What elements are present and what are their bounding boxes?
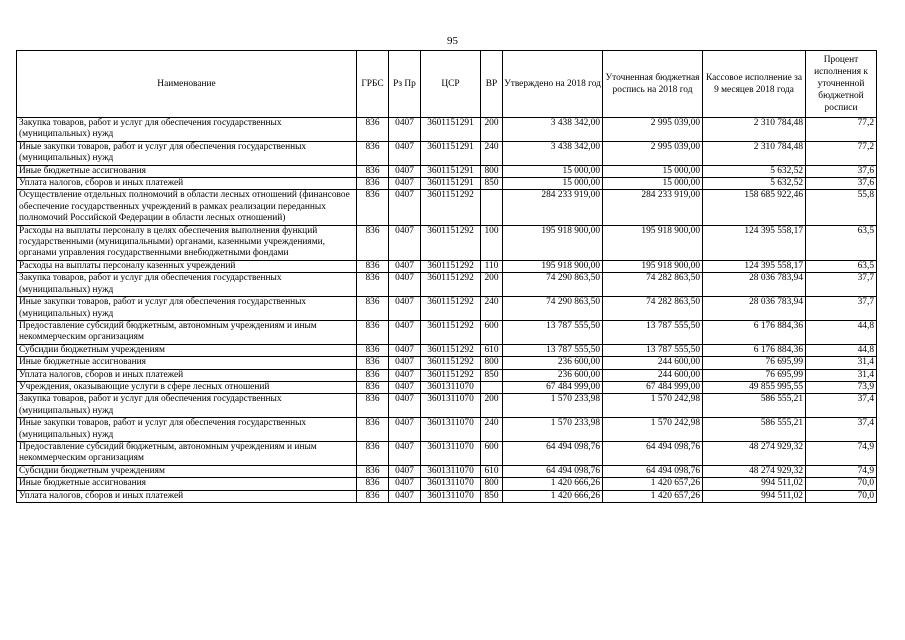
cell-grbs: 836 bbox=[357, 394, 389, 418]
cell-percent: 74,9 bbox=[806, 465, 877, 477]
cell-revised: 15 000,00 bbox=[603, 178, 703, 190]
cell-csr: 3601311070 bbox=[421, 490, 481, 502]
cell-approved: 64 494 098,76 bbox=[503, 465, 603, 477]
cell-percent: 44,8 bbox=[806, 320, 877, 344]
table-row bbox=[17, 260, 877, 272]
cell-vr: 200 bbox=[481, 394, 503, 418]
table-row bbox=[17, 297, 877, 321]
cell-revised: 2 995 039,00 bbox=[603, 118, 703, 142]
cell-approved: 1 570 233,98 bbox=[503, 418, 603, 442]
cell-percent: 37,7 bbox=[806, 273, 877, 297]
table-row bbox=[17, 478, 877, 490]
cell-grbs: 836 bbox=[357, 141, 389, 165]
cell-vr: 600 bbox=[481, 320, 503, 344]
cell-rzpr: 0407 bbox=[389, 381, 421, 393]
cell-name: Закупка товаров, работ и услуг для обеспечения государственных (муниципальных) нужд bbox=[17, 394, 357, 418]
table-row bbox=[17, 394, 877, 418]
cell-approved: 1 420 666,26 bbox=[503, 490, 603, 502]
cell-vr: 240 bbox=[481, 418, 503, 442]
header-row bbox=[17, 51, 877, 118]
cell-revised: 195 918 900,00 bbox=[603, 260, 703, 272]
cell-csr: 3601151291 bbox=[421, 178, 481, 190]
cell-name: Иные бюджетные ассигнования bbox=[17, 357, 357, 369]
header-percent: Процент исполнения к уточненной бюджетной росписи bbox=[806, 51, 877, 118]
cell-csr: 3601311070 bbox=[421, 478, 481, 490]
cell-executed: 2 310 784,48 bbox=[703, 118, 806, 142]
cell-rzpr: 0407 bbox=[389, 118, 421, 142]
cell-percent: 63,5 bbox=[806, 225, 877, 260]
cell-name: Иные закупки товаров, работ и услуг для обеспечения государственных (муниципальных) нужд bbox=[17, 141, 357, 165]
cell-csr: 3601311070 bbox=[421, 441, 481, 465]
table-row bbox=[17, 273, 877, 297]
cell-executed: 5 632,52 bbox=[703, 178, 806, 190]
cell-grbs: 836 bbox=[357, 490, 389, 502]
cell-executed: 48 274 929,32 bbox=[703, 465, 806, 477]
cell-grbs: 836 bbox=[357, 190, 389, 225]
cell-rzpr: 0407 bbox=[389, 260, 421, 272]
cell-csr: 3601311070 bbox=[421, 465, 481, 477]
cell-rzpr: 0407 bbox=[389, 357, 421, 369]
cell-percent: 77,2 bbox=[806, 141, 877, 165]
cell-executed: 76 695,99 bbox=[703, 369, 806, 381]
cell-csr: 3601151292 bbox=[421, 190, 481, 225]
cell-name: Уплата налогов, сборов и иных платежей bbox=[17, 490, 357, 502]
cell-executed: 28 036 783,94 bbox=[703, 273, 806, 297]
cell-executed: 2 310 784,48 bbox=[703, 141, 806, 165]
cell-rzpr: 0407 bbox=[389, 490, 421, 502]
table-row bbox=[17, 418, 877, 442]
cell-percent: 37,7 bbox=[806, 297, 877, 321]
cell-rzpr: 0407 bbox=[389, 418, 421, 442]
cell-percent: 70,0 bbox=[806, 478, 877, 490]
cell-csr: 3601151292 bbox=[421, 260, 481, 272]
cell-approved: 195 918 900,00 bbox=[503, 260, 603, 272]
table-row bbox=[17, 369, 877, 381]
cell-name: Уплата налогов, сборов и иных платежей bbox=[17, 369, 357, 381]
cell-vr bbox=[481, 381, 503, 393]
cell-grbs: 836 bbox=[357, 260, 389, 272]
cell-name: Осуществление отдельных полномочий в области лесных отношений (финансовое обеспечение государственных учреждений в рамках реализации переданных полномочий Российской Федерации в области лесных отношений) bbox=[17, 190, 357, 225]
cell-executed: 586 555,21 bbox=[703, 418, 806, 442]
cell-executed: 994 511,02 bbox=[703, 490, 806, 502]
cell-name: Предоставление субсидий бюджетным, автономным учреждениям и иным некоммерческим организациям bbox=[17, 320, 357, 344]
cell-rzpr: 0407 bbox=[389, 344, 421, 356]
cell-vr: 850 bbox=[481, 369, 503, 381]
cell-approved: 67 484 999,00 bbox=[503, 381, 603, 393]
cell-revised: 15 000,00 bbox=[603, 165, 703, 177]
budget-table bbox=[16, 50, 877, 503]
cell-executed: 124 395 558,17 bbox=[703, 260, 806, 272]
cell-csr: 3601151292 bbox=[421, 344, 481, 356]
cell-rzpr: 0407 bbox=[389, 273, 421, 297]
cell-vr: 200 bbox=[481, 118, 503, 142]
cell-name: Предоставление субсидий бюджетным, автономным учреждениям и иным некоммерческим организациям bbox=[17, 441, 357, 465]
cell-revised: 284 233 919,00 bbox=[603, 190, 703, 225]
cell-grbs: 836 bbox=[357, 118, 389, 142]
header-csr: ЦСР bbox=[421, 51, 481, 118]
cell-revised: 1 420 657,26 bbox=[603, 490, 703, 502]
cell-executed: 124 395 558,17 bbox=[703, 225, 806, 260]
cell-rzpr: 0407 bbox=[389, 141, 421, 165]
cell-csr: 3601151292 bbox=[421, 297, 481, 321]
cell-csr: 3601151292 bbox=[421, 357, 481, 369]
cell-percent: 77,2 bbox=[806, 118, 877, 142]
cell-percent: 31,4 bbox=[806, 369, 877, 381]
cell-approved: 236 600,00 bbox=[503, 369, 603, 381]
cell-grbs: 836 bbox=[357, 478, 389, 490]
cell-grbs: 836 bbox=[357, 178, 389, 190]
cell-executed: 48 274 929,32 bbox=[703, 441, 806, 465]
table-row bbox=[17, 465, 877, 477]
header-revised: Уточненная бюджетная роспись на 2018 год bbox=[603, 51, 703, 118]
cell-csr: 3601151291 bbox=[421, 141, 481, 165]
cell-approved: 64 494 098,76 bbox=[503, 441, 603, 465]
cell-grbs: 836 bbox=[357, 441, 389, 465]
cell-csr: 3601151292 bbox=[421, 320, 481, 344]
cell-percent: 37,6 bbox=[806, 165, 877, 177]
cell-name: Уплата налогов, сборов и иных платежей bbox=[17, 178, 357, 190]
cell-csr: 3601311070 bbox=[421, 418, 481, 442]
cell-revised: 67 484 999,00 bbox=[603, 381, 703, 393]
cell-name: Учреждения, оказывающие услуги в сфере лесных отношений bbox=[17, 381, 357, 393]
cell-rzpr: 0407 bbox=[389, 165, 421, 177]
cell-rzpr: 0407 bbox=[389, 320, 421, 344]
cell-rzpr: 0407 bbox=[389, 369, 421, 381]
cell-csr: 3601311070 bbox=[421, 394, 481, 418]
cell-percent: 73,9 bbox=[806, 381, 877, 393]
cell-vr: 110 bbox=[481, 260, 503, 272]
cell-approved: 15 000,00 bbox=[503, 178, 603, 190]
cell-grbs: 836 bbox=[357, 165, 389, 177]
cell-csr: 3601311070 bbox=[421, 381, 481, 393]
cell-grbs: 836 bbox=[357, 381, 389, 393]
table-row bbox=[17, 178, 877, 190]
cell-executed: 6 176 884,36 bbox=[703, 320, 806, 344]
cell-csr: 3601151292 bbox=[421, 273, 481, 297]
cell-vr: 850 bbox=[481, 490, 503, 502]
cell-executed: 586 555,21 bbox=[703, 394, 806, 418]
cell-grbs: 836 bbox=[357, 357, 389, 369]
cell-vr: 200 bbox=[481, 273, 503, 297]
cell-revised: 195 918 900,00 bbox=[603, 225, 703, 260]
cell-csr: 3601151292 bbox=[421, 369, 481, 381]
cell-revised: 64 494 098,76 bbox=[603, 465, 703, 477]
cell-approved: 3 438 342,00 bbox=[503, 141, 603, 165]
table-row bbox=[17, 441, 877, 465]
cell-vr: 800 bbox=[481, 478, 503, 490]
cell-rzpr: 0407 bbox=[389, 478, 421, 490]
cell-name: Расходы на выплаты персоналу казенных учреждений bbox=[17, 260, 357, 272]
cell-name: Иные закупки товаров, работ и услуг для обеспечения государственных (муниципальных) нужд bbox=[17, 418, 357, 442]
header-vr: ВР bbox=[481, 51, 503, 118]
cell-percent: 37,4 bbox=[806, 394, 877, 418]
cell-vr bbox=[481, 190, 503, 225]
cell-vr: 600 bbox=[481, 441, 503, 465]
cell-vr: 800 bbox=[481, 165, 503, 177]
cell-revised: 1 420 657,26 bbox=[603, 478, 703, 490]
cell-revised: 13 787 555,50 bbox=[603, 344, 703, 356]
cell-revised: 64 494 098,76 bbox=[603, 441, 703, 465]
cell-name: Иные бюджетные ассигнования bbox=[17, 165, 357, 177]
cell-revised: 244 600,00 bbox=[603, 357, 703, 369]
cell-percent: 55,8 bbox=[806, 190, 877, 225]
cell-executed: 994 511,02 bbox=[703, 478, 806, 490]
cell-rzpr: 0407 bbox=[389, 394, 421, 418]
cell-vr: 610 bbox=[481, 465, 503, 477]
cell-percent: 31,4 bbox=[806, 357, 877, 369]
cell-name: Субсидии бюджетным учреждениям bbox=[17, 344, 357, 356]
table-row bbox=[17, 490, 877, 502]
cell-vr: 100 bbox=[481, 225, 503, 260]
cell-rzpr: 0407 bbox=[389, 225, 421, 260]
cell-csr: 3601151291 bbox=[421, 118, 481, 142]
cell-grbs: 836 bbox=[357, 344, 389, 356]
table-row bbox=[17, 141, 877, 165]
cell-approved: 284 233 919,00 bbox=[503, 190, 603, 225]
table-row bbox=[17, 344, 877, 356]
cell-approved: 13 787 555,50 bbox=[503, 320, 603, 344]
cell-revised: 74 282 863,50 bbox=[603, 297, 703, 321]
cell-rzpr: 0407 bbox=[389, 441, 421, 465]
cell-revised: 2 995 039,00 bbox=[603, 141, 703, 165]
cell-csr: 3601151292 bbox=[421, 225, 481, 260]
cell-name: Иные закупки товаров, работ и услуг для обеспечения государственных (муниципальных) нужд bbox=[17, 297, 357, 321]
cell-rzpr: 0407 bbox=[389, 297, 421, 321]
cell-percent: 37,4 bbox=[806, 418, 877, 442]
cell-name: Расходы на выплаты персоналу в целях обеспечения выполнения функций государственными (муниципальными) органами, казенными учреждениями, органами управления государственными внебюджетными фондами bbox=[17, 225, 357, 260]
table-row bbox=[17, 357, 877, 369]
table-row bbox=[17, 165, 877, 177]
header-executed: Кассовое исполнение за 9 месяцев 2018 года bbox=[703, 51, 806, 118]
cell-revised: 244 600,00 bbox=[603, 369, 703, 381]
cell-grbs: 836 bbox=[357, 297, 389, 321]
cell-executed: 76 695,99 bbox=[703, 357, 806, 369]
cell-approved: 13 787 555,50 bbox=[503, 344, 603, 356]
cell-percent: 44,8 bbox=[806, 344, 877, 356]
table-row bbox=[17, 225, 877, 260]
cell-name: Закупка товаров, работ и услуг для обеспечения государственных (муниципальных) нужд bbox=[17, 118, 357, 142]
cell-vr: 240 bbox=[481, 297, 503, 321]
cell-executed: 158 685 922,46 bbox=[703, 190, 806, 225]
cell-revised: 1 570 242,98 bbox=[603, 394, 703, 418]
cell-approved: 15 000,00 bbox=[503, 165, 603, 177]
cell-name: Субсидии бюджетным учреждениям bbox=[17, 465, 357, 477]
cell-vr: 850 bbox=[481, 178, 503, 190]
cell-executed: 6 176 884,36 bbox=[703, 344, 806, 356]
cell-csr: 3601151291 bbox=[421, 165, 481, 177]
table-row bbox=[17, 381, 877, 393]
cell-grbs: 836 bbox=[357, 273, 389, 297]
cell-rzpr: 0407 bbox=[389, 465, 421, 477]
cell-revised: 13 787 555,50 bbox=[603, 320, 703, 344]
cell-vr: 610 bbox=[481, 344, 503, 356]
cell-approved: 1 570 233,98 bbox=[503, 394, 603, 418]
header-rzpr: Рз Пр bbox=[389, 51, 421, 118]
header-name: Наименование bbox=[17, 51, 357, 118]
cell-revised: 74 282 863,50 bbox=[603, 273, 703, 297]
cell-executed: 49 855 995,55 bbox=[703, 381, 806, 393]
cell-vr: 800 bbox=[481, 357, 503, 369]
table-row bbox=[17, 118, 877, 142]
header-grbs: ГРБС bbox=[357, 51, 389, 118]
cell-grbs: 836 bbox=[357, 418, 389, 442]
cell-approved: 1 420 666,26 bbox=[503, 478, 603, 490]
cell-grbs: 836 bbox=[357, 320, 389, 344]
cell-rzpr: 0407 bbox=[389, 190, 421, 225]
cell-grbs: 836 bbox=[357, 465, 389, 477]
table-row bbox=[17, 320, 877, 344]
header-approved: Утверждено на 2018 год bbox=[503, 51, 603, 118]
cell-percent: 70,0 bbox=[806, 490, 877, 502]
cell-revised: 1 570 242,98 bbox=[603, 418, 703, 442]
cell-approved: 195 918 900,00 bbox=[503, 225, 603, 260]
cell-percent: 63,5 bbox=[806, 260, 877, 272]
cell-rzpr: 0407 bbox=[389, 178, 421, 190]
cell-grbs: 836 bbox=[357, 225, 389, 260]
cell-percent: 37,6 bbox=[806, 178, 877, 190]
cell-approved: 74 290 863,50 bbox=[503, 273, 603, 297]
cell-vr: 240 bbox=[481, 141, 503, 165]
cell-grbs: 836 bbox=[357, 369, 389, 381]
cell-approved: 236 600,00 bbox=[503, 357, 603, 369]
cell-percent: 74,9 bbox=[806, 441, 877, 465]
cell-name: Иные бюджетные ассигнования bbox=[17, 478, 357, 490]
page-number: 95 bbox=[447, 35, 458, 47]
cell-executed: 5 632,52 bbox=[703, 165, 806, 177]
cell-approved: 3 438 342,00 bbox=[503, 118, 603, 142]
cell-name: Закупка товаров, работ и услуг для обеспечения государственных (муниципальных) нужд bbox=[17, 273, 357, 297]
cell-executed: 28 036 783,94 bbox=[703, 297, 806, 321]
table-row bbox=[17, 190, 877, 225]
cell-approved: 74 290 863,50 bbox=[503, 297, 603, 321]
